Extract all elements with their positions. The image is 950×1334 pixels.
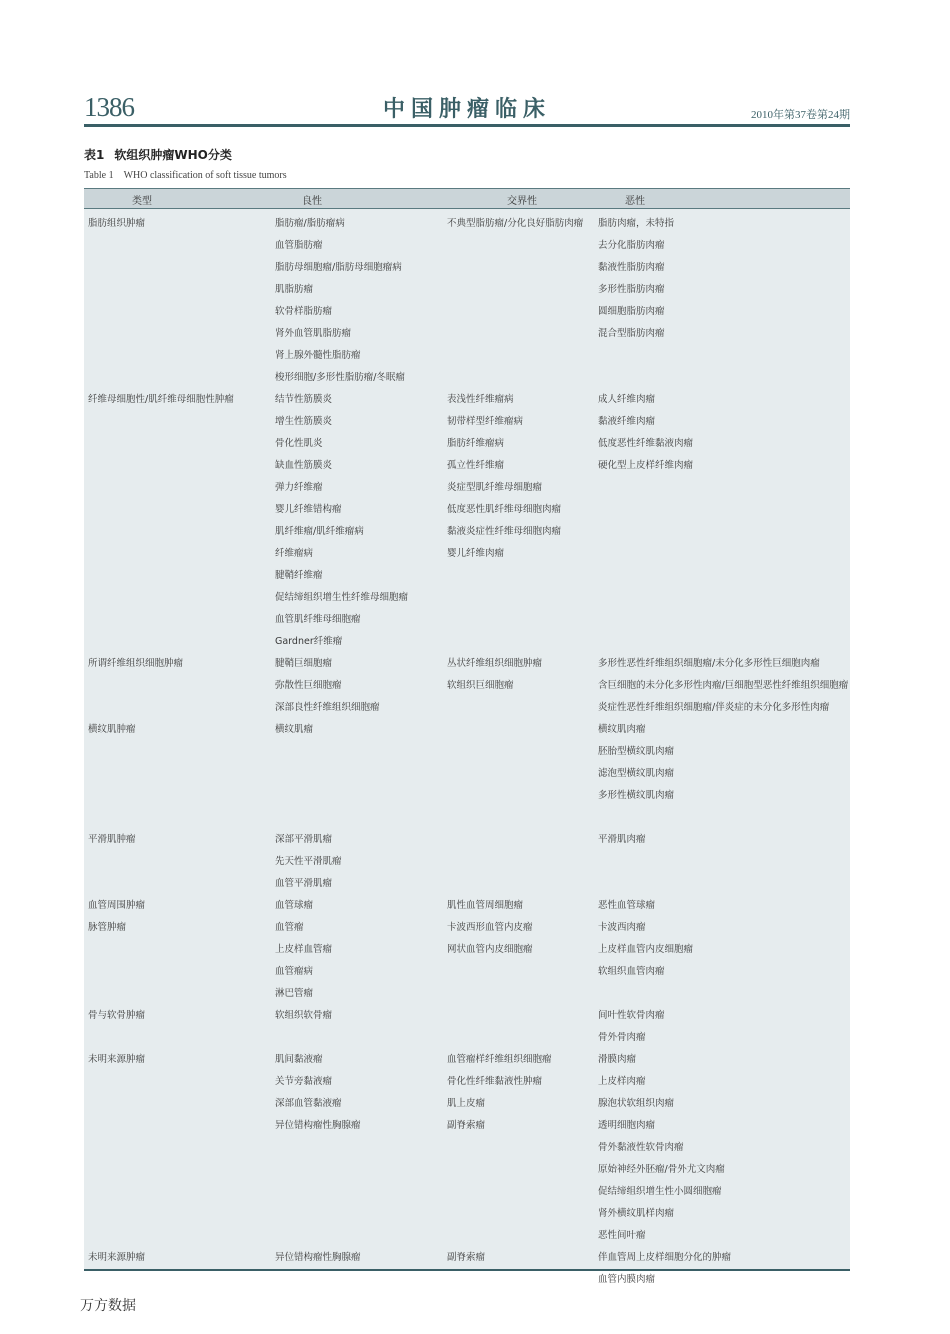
journal-title: 中国肿瘤临床 — [382, 96, 551, 122]
cell-borderline: 韧带样型纤维瘤病 — [447, 416, 524, 427]
table-row — [84, 277, 850, 299]
table-row — [84, 1267, 850, 1289]
cell-malignant: 成人纤维肉瘤 — [598, 394, 656, 405]
table-row — [84, 233, 850, 255]
cell-borderline: 副脊索瘤 — [447, 1120, 486, 1131]
cell-malignant: 血管内膜肉瘤 — [598, 1274, 656, 1285]
cell-type: 脉管肿瘤 — [88, 922, 127, 933]
cell-benign: 血管瘤 — [275, 922, 304, 933]
cell-benign: 深部平滑肌瘤 — [275, 834, 333, 845]
cell-malignant: 肾外横纹肌样肉瘤 — [598, 1208, 675, 1219]
cell-malignant: 炎症性恶性纤维组织细胞瘤/伴炎症的未分化多形性肉瘤 — [598, 702, 830, 713]
table-row — [84, 343, 850, 365]
cell-borderline: 卡波西形血管内皮瘤 — [447, 922, 533, 933]
header-malignant: 恶性 — [625, 196, 645, 207]
cell-malignant: 胚胎型横纹肌肉瘤 — [598, 746, 675, 757]
cell-malignant: 恶性血管球瘤 — [598, 900, 656, 911]
cell-benign: 促结缔组织增生性纤维母细胞瘤 — [275, 592, 409, 603]
cell-malignant: 骨外骨肉瘤 — [598, 1032, 646, 1043]
cell-benign: 腱鞘巨细胞瘤 — [275, 658, 333, 669]
cell-malignant: 卡波西肉瘤 — [598, 922, 646, 933]
cell-malignant: 平滑肌肉瘤 — [598, 834, 646, 845]
table-row — [84, 1201, 850, 1223]
cell-benign: 脂肪母细胞瘤/脂肪母细胞瘤病 — [275, 262, 402, 273]
watermark-text: 万方数据 — [80, 1298, 136, 1314]
cell-borderline: 不典型脂肪瘤/分化良好脂肪肉瘤 — [447, 218, 584, 229]
cell-malignant: 含巨细胞的未分化多形性肉瘤/巨细胞型恶性纤维组织细胞瘤 — [598, 680, 849, 691]
cell-benign: Gardner纤维瘤 — [275, 636, 343, 647]
classification-table — [84, 188, 850, 1285]
cell-benign: 肌纤维瘤/肌纤维瘤病 — [275, 526, 364, 537]
cell-malignant: 多形性恶性纤维组织细胞瘤/未分化多形性巨细胞肉瘤 — [598, 658, 820, 669]
cell-malignant: 促结缔组织增生性小圆细胞瘤 — [598, 1186, 722, 1197]
table-row — [84, 1157, 850, 1179]
table-number-zh: 表1 — [84, 148, 105, 162]
cell-benign: 血管瘤病 — [275, 966, 314, 977]
cell-benign: 弹力纤维瘤 — [275, 482, 323, 493]
cell-type: 骨与软骨肿瘤 — [88, 1010, 146, 1021]
cell-benign: 深部良性纤维组织细胞瘤 — [275, 702, 380, 713]
cell-malignant: 混合型脂肪肉瘤 — [598, 328, 665, 339]
cell-malignant: 去分化脂肪肉瘤 — [598, 240, 665, 251]
table-row — [84, 475, 850, 497]
cell-borderline: 黏液炎症性纤维母细胞肉瘤 — [447, 526, 562, 537]
table-row — [84, 871, 850, 893]
cell-malignant: 黏液纤维肉瘤 — [598, 416, 656, 427]
cell-malignant: 黏液性脂肪肉瘤 — [598, 262, 665, 273]
table-row — [84, 519, 850, 541]
cell-benign: 软组织软骨瘤 — [275, 1010, 333, 1021]
cell-type: 未明来源肿瘤 — [88, 1252, 146, 1263]
cell-malignant: 脂肪肉瘤，未特指 — [598, 218, 675, 229]
cell-borderline: 肌性血管周细胞瘤 — [447, 900, 524, 911]
cell-malignant: 多形性横纹肌肉瘤 — [598, 790, 675, 801]
cell-malignant: 原始神经外胚瘤/骨外尤文肉瘤 — [598, 1164, 725, 1175]
table-row — [84, 761, 850, 783]
cell-malignant: 腺泡状软组织肉瘤 — [598, 1098, 675, 1109]
cell-malignant: 多形性脂肪肉瘤 — [598, 284, 665, 295]
table-row — [84, 585, 850, 607]
table-row — [84, 563, 850, 585]
table-row — [84, 1223, 850, 1245]
cell-benign: 腱鞘纤维瘤 — [275, 570, 323, 581]
cell-borderline: 低度恶性肌纤维母细胞肉瘤 — [447, 504, 562, 515]
table-row — [84, 783, 850, 805]
cell-borderline: 脂肪纤维瘤病 — [447, 438, 505, 449]
table-row — [84, 255, 850, 277]
cell-benign: 血管肌纤维母细胞瘤 — [275, 614, 361, 625]
table-header-row — [84, 189, 850, 209]
table-row — [84, 1003, 850, 1025]
cell-benign: 肌脂肪瘤 — [275, 284, 314, 295]
table-row — [84, 497, 850, 519]
cell-benign: 淋巴管瘤 — [275, 988, 314, 999]
cell-benign: 血管球瘤 — [275, 900, 314, 911]
cell-benign: 血管脂肪瘤 — [275, 240, 323, 251]
page-number: 1386 — [84, 92, 134, 122]
table-caption-en — [84, 170, 287, 181]
table-row — [84, 937, 850, 959]
cell-malignant: 伴血管周上皮样细胞分化的肿瘤 — [598, 1252, 732, 1263]
cell-malignant: 恶性间叶瘤 — [598, 1230, 646, 1241]
cell-malignant: 横纹肌肉瘤 — [598, 724, 646, 735]
table-row — [84, 849, 850, 871]
cell-borderline: 炎症型肌纤维母细胞瘤 — [447, 482, 543, 493]
cell-malignant: 骨外黏液性软骨肉瘤 — [598, 1142, 684, 1153]
cell-borderline: 网状血管内皮细胞瘤 — [447, 944, 533, 955]
table-row — [84, 959, 850, 981]
table-row — [84, 365, 850, 387]
table-row — [84, 651, 850, 673]
table-row — [84, 717, 850, 739]
cell-malignant: 软组织血管肉瘤 — [598, 966, 665, 977]
table-row — [84, 211, 850, 233]
cell-borderline: 血管瘤样纤维组织细胞瘤 — [447, 1054, 552, 1065]
cell-malignant: 上皮样血管内皮细胞瘤 — [598, 944, 694, 955]
cell-borderline: 副脊索瘤 — [447, 1252, 486, 1263]
table-row — [84, 1135, 850, 1157]
cell-borderline: 肌上皮瘤 — [447, 1098, 486, 1109]
cell-benign: 脂肪瘤/脂肪瘤病 — [275, 218, 345, 229]
table-row — [84, 1245, 850, 1267]
cell-benign: 异位错构瘤性胸腺瘤 — [275, 1252, 361, 1263]
cell-benign: 结节性筋膜炎 — [275, 394, 333, 405]
table-row — [84, 695, 850, 717]
cell-benign: 血管平滑肌瘤 — [275, 878, 333, 889]
cell-benign: 肌间黏液瘤 — [275, 1054, 323, 1065]
table-title-zh: 软组织肿瘤WHO分类 — [114, 148, 232, 162]
table-row — [84, 1025, 850, 1047]
cell-type: 未明来源肿瘤 — [88, 1054, 146, 1065]
table-row — [84, 805, 850, 827]
table-row — [84, 453, 850, 475]
cell-benign: 增生性筋膜炎 — [275, 416, 333, 427]
table-row — [84, 431, 850, 453]
header-type: 类型 — [132, 196, 152, 207]
cell-borderline: 表浅性纤维瘤病 — [447, 394, 514, 405]
cell-malignant: 滤泡型横纹肌肉瘤 — [598, 768, 675, 779]
cell-malignant: 间叶性软骨肉瘤 — [598, 1010, 665, 1021]
table-row — [84, 981, 850, 1003]
header-borderline: 交界性 — [507, 196, 537, 207]
cell-benign: 肾外血管肌脂肪瘤 — [275, 328, 352, 339]
cell-benign: 软骨样脂肪瘤 — [275, 306, 333, 317]
cell-type: 所谓纤维组织细胞肿瘤 — [88, 658, 184, 669]
table-title-en: WHO classification of soft tissue tumors — [123, 170, 287, 181]
table-row — [84, 387, 850, 409]
cell-malignant: 硬化型上皮样纤维肉瘤 — [598, 460, 694, 471]
table-row — [84, 541, 850, 563]
issue-info: 2010年第37卷第24期 — [751, 109, 850, 121]
cell-benign: 横纹肌瘤 — [275, 724, 314, 735]
cell-malignant: 圆细胞脂肪肉瘤 — [598, 306, 665, 317]
cell-malignant: 透明细胞肉瘤 — [598, 1120, 656, 1131]
table-row — [84, 893, 850, 915]
table-number-en: Table 1 — [84, 170, 114, 181]
table-row — [84, 607, 850, 629]
cell-borderline: 丛状纤维组织细胞肿瘤 — [447, 658, 543, 669]
cell-type: 纤维母细胞性/肌纤维母细胞性肿瘤 — [88, 394, 234, 405]
cell-benign: 婴儿纤维错构瘤 — [275, 504, 342, 515]
cell-benign: 弥散性巨细胞瘤 — [275, 680, 342, 691]
cell-type: 平滑肌肿瘤 — [88, 834, 136, 845]
cell-benign: 肾上腺外髓性脂肪瘤 — [275, 350, 361, 361]
cell-benign: 先天性平滑肌瘤 — [275, 856, 342, 867]
table-row — [84, 739, 850, 761]
cell-borderline: 软组织巨细胞瘤 — [447, 680, 514, 691]
table-row — [84, 1179, 850, 1201]
cell-malignant: 上皮样肉瘤 — [598, 1076, 646, 1087]
cell-benign: 关节旁黏液瘤 — [275, 1076, 333, 1087]
table-row — [84, 299, 850, 321]
cell-type: 横纹肌肿瘤 — [88, 724, 136, 735]
table-row — [84, 321, 850, 343]
cell-malignant: 低度恶性纤维黏液肉瘤 — [598, 438, 694, 449]
cell-benign: 梭形细胞/多形性脂肪瘤/冬眠瘤 — [275, 372, 405, 383]
table-row — [84, 409, 850, 431]
cell-borderline: 孤立性纤维瘤 — [447, 460, 505, 471]
cell-type: 脂肪组织肿瘤 — [88, 218, 146, 229]
table-row — [84, 629, 850, 651]
header-benign: 良性 — [302, 196, 322, 207]
table-caption-zh — [84, 146, 232, 163]
table-row — [84, 915, 850, 937]
cell-borderline: 骨化性纤维黏液性肿瘤 — [447, 1076, 543, 1087]
cell-malignant: 滑膜肉瘤 — [598, 1054, 637, 1065]
cell-benign: 缺血性筋膜炎 — [275, 460, 333, 471]
cell-benign: 深部血管黏液瘤 — [275, 1098, 342, 1109]
table-row — [84, 673, 850, 695]
cell-benign: 上皮样血管瘤 — [275, 944, 333, 955]
page-header — [84, 92, 850, 127]
table-row — [84, 1069, 850, 1091]
cell-borderline: 婴儿纤维肉瘤 — [447, 548, 505, 559]
cell-type: 血管周围肿瘤 — [88, 900, 146, 911]
cell-benign: 骨化性肌炎 — [275, 438, 323, 449]
cell-benign: 异位错构瘤性胸腺瘤 — [275, 1120, 361, 1131]
cell-benign: 纤维瘤病 — [275, 548, 314, 559]
table-row — [84, 1047, 850, 1069]
table-row — [84, 1113, 850, 1135]
table-row — [84, 1091, 850, 1113]
table-row — [84, 827, 850, 849]
